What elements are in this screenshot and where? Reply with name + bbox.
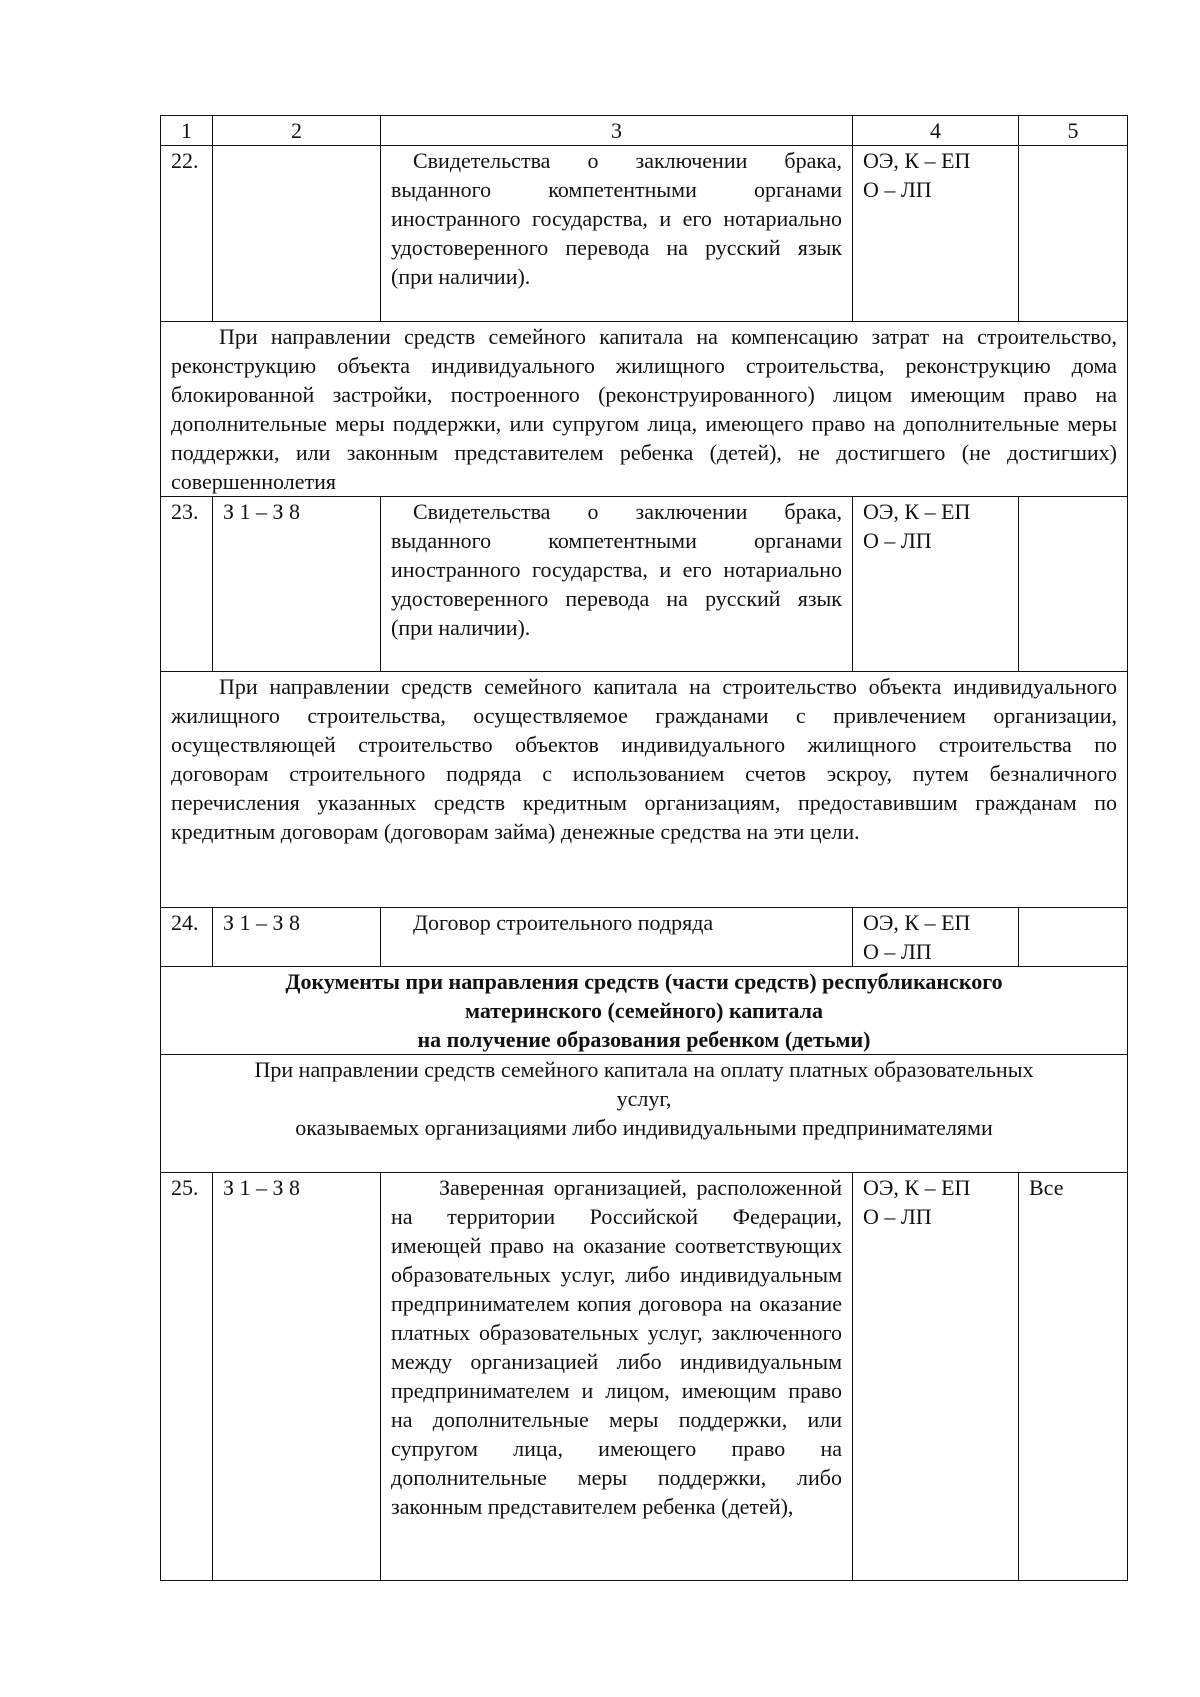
row-code (213, 146, 381, 322)
section-title-row (161, 967, 1128, 1055)
section-line-1: При направлении средств семейного капитала на оплату платных образовательных (254, 1057, 1034, 1082)
row-form (853, 146, 1019, 322)
table-row (161, 1173, 1128, 1581)
table-row (161, 497, 1128, 672)
section-title-line-3: на получение образования ребенком (детьми) (417, 1027, 871, 1052)
section-paid-services (161, 1055, 1128, 1173)
table-header-row (161, 116, 1128, 146)
row-code: З 1 – З 8 (213, 908, 381, 967)
form-line-2: О – ЛП (863, 939, 932, 964)
row-note: Все (1019, 1173, 1128, 1581)
form-line-2: О – ЛП (863, 1204, 932, 1229)
header-col-4: 4 (853, 116, 1019, 146)
header-col-2: 2 (213, 116, 381, 146)
section-title-line-2: материнского (семейного) капитала (464, 998, 824, 1023)
section-compensation: При направлении средств семейного капитала на компенсацию затрат на строительство, реконструкцию объекта индивидуального жилищного строительства, реконструкцию дома блокированной застройки, построенного (реконструированного) лицом имеющим право на дополнительные меры поддержки, или супругом лица, имеющего право на дополнительные меры поддержки, или законным представителем ребенка (детей), не достигшего (не достигших) совершеннолетия (161, 322, 1128, 497)
header-col-3: 3 (381, 116, 853, 146)
section-row (161, 322, 1128, 497)
section-row (161, 1055, 1128, 1173)
header-col-1: 1 (161, 116, 213, 146)
row-document-text: Свидетельства о заключении брака, выданного компетентными органами иностранного государства, и его нотариально удостоверенного перевода на русский язык (при наличии). (381, 146, 853, 322)
section-line-2: услуг, (616, 1086, 672, 1111)
row-number: 25. (161, 1173, 213, 1581)
form-line-1: ОЭ, К – ЕП (863, 1175, 971, 1200)
section-row (161, 672, 1128, 908)
row-number: 23. (161, 497, 213, 672)
table-row (161, 908, 1128, 967)
form-line-1: ОЭ, К – ЕП (863, 499, 971, 524)
row-code: З 1 – З 8 (213, 497, 381, 672)
row-note (1019, 908, 1128, 967)
section-title-line-1: Документы при направления средств (части средств) республиканского (285, 969, 1003, 994)
row-document-text: Договор строительного подряда (381, 908, 853, 967)
row-form (853, 497, 1019, 672)
row-form (853, 1173, 1019, 1581)
documents-table (160, 115, 1128, 1581)
table-row (161, 146, 1128, 322)
row-document-text: Заверенная организацией, расположенной на территории Российской Федерации, имеющей право на оказание соответствующих образовательных услуг, либо индивидуальным предпринимателем копия договора на оказание платных образовательных услуг, заключенного между организацией либо индивидуальным предпринимателем и лицом, имеющим право на дополнительные меры поддержки, или супругом лица, имеющего право на дополнительные меры поддержки, либо законным представителем ребенка (детей), (381, 1173, 853, 1581)
row-note (1019, 497, 1128, 672)
header-col-5: 5 (1019, 116, 1128, 146)
row-form (853, 908, 1019, 967)
section-line-3: оказываемых организациями либо индивидуальными предпринимателями (295, 1115, 993, 1140)
row-number: 24. (161, 908, 213, 967)
row-document-text: Свидетельства о заключении брака, выданного компетентными органами иностранного государства, и его нотариально удостоверенного перевода на русский язык (при наличии). (381, 497, 853, 672)
section-escrow: При направлении средств семейного капитала на строительство объекта индивидуального жилищного строительства, осуществляемое гражданами с привлечением организации, осуществляющей строительство объектов индивидуального жилищного строительства по договорам строительного подряда с использованием счетов эскроу, путем безналичного перечисления указанных средств кредитным организациям, предоставившим гражданам по кредитным договорам (договорам займа) денежные средства на эти цели. (161, 672, 1128, 908)
row-code: З 1 – З 8 (213, 1173, 381, 1581)
section-education-title (161, 967, 1128, 1055)
row-note (1019, 146, 1128, 322)
row-number: 22. (161, 146, 213, 322)
form-line-2: О – ЛП (863, 177, 932, 202)
form-line-1: ОЭ, К – ЕП (863, 910, 971, 935)
form-line-1: ОЭ, К – ЕП (863, 148, 971, 173)
form-line-2: О – ЛП (863, 528, 932, 553)
